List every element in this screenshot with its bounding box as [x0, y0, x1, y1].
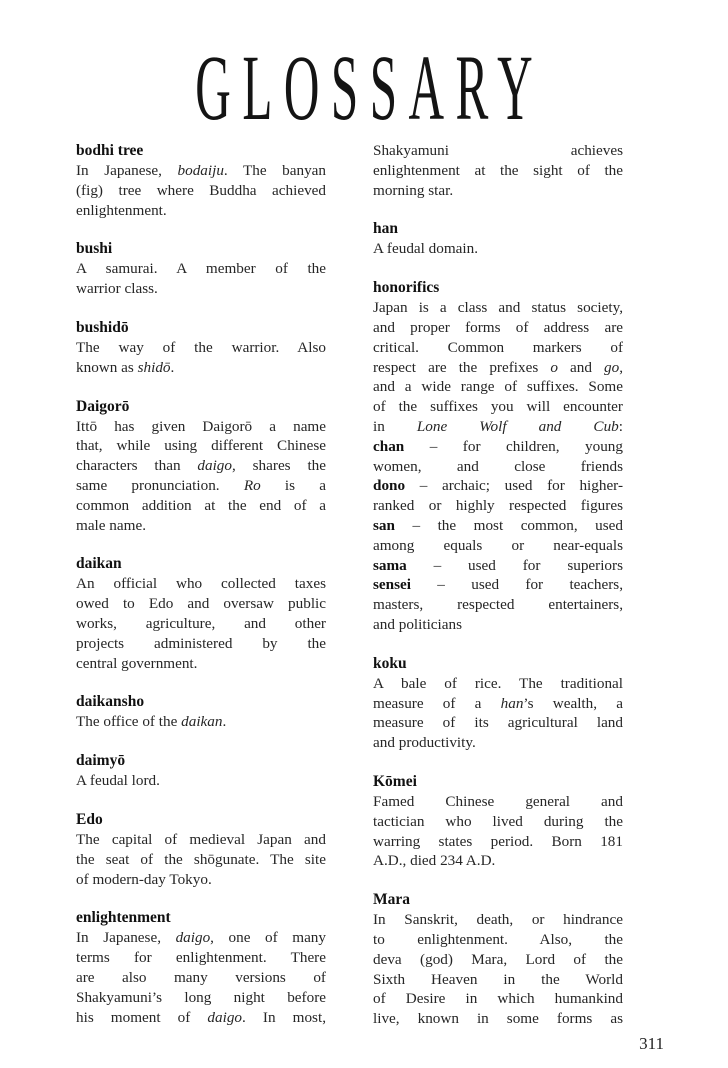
definition-text: and proper forms of address are: [373, 318, 623, 336]
definition-text: . The banyan: [223, 162, 326, 179]
definition-text: of modern-day Tokyo.: [76, 870, 212, 888]
definition-text: and a wide range of suffixes. Some: [373, 378, 623, 396]
definition-text: tactician who lived during the: [373, 812, 623, 830]
glossary-term: bushidō: [76, 318, 129, 336]
definition-text: :: [618, 417, 623, 435]
definition-line: [76, 594, 326, 614]
definition-text: are also many versions of: [76, 968, 326, 986]
definition-text: In Japanese,: [76, 162, 178, 179]
glossary-term: honorifics: [373, 279, 440, 297]
definition-text: respect are the prefixes: [373, 358, 551, 376]
definition-text: warring states period. Born 181: [373, 832, 623, 850]
definition-text: A samurai. A member of the: [76, 260, 326, 278]
definition-text: Famed Chinese general and: [373, 792, 623, 810]
definition-line: [76, 614, 326, 634]
definition-text: (fig) tree where Buddha achieved: [76, 181, 326, 199]
definition-text: In Sanskrit, death, or hindrance: [373, 911, 623, 929]
definition-line: [76, 712, 326, 732]
definition-line: [373, 694, 623, 714]
glossary-term: daikansho: [76, 693, 145, 711]
glossary-term: bushi: [76, 240, 113, 258]
definition-text: Shakyamuni achieves: [373, 142, 623, 159]
definition-line: [76, 634, 326, 654]
suffix-term: dono: [373, 477, 406, 495]
definition-text: The capital of medieval Japan and: [76, 830, 326, 848]
definition-text: and: [557, 358, 605, 376]
definition-text: The way of the warrior. Also: [76, 338, 326, 356]
definition-line: [76, 436, 326, 456]
definition-line: [76, 830, 326, 850]
definition-text: in: [373, 417, 417, 435]
definition-line: [373, 377, 623, 397]
definition-text: central government.: [76, 654, 198, 672]
glossary-term: Mara: [373, 891, 411, 909]
definition-text: Sixth Heaven in the World: [373, 970, 623, 988]
glossary-column-left: [76, 141, 326, 1046]
definition-text: masters, respected entertainers,: [373, 596, 623, 614]
definition-line: [373, 1009, 623, 1029]
definition-text: enlightenment.: [76, 201, 167, 219]
glossary-entry: [76, 908, 326, 1027]
definition-line: [76, 496, 326, 516]
glossary-term: daimyō: [76, 752, 126, 770]
italic-text: Lone Wolf and Cub: [416, 417, 619, 435]
definition-text: – used for superiors: [406, 556, 623, 574]
definition-line: [76, 1008, 326, 1028]
definition-text: that, while using different Chinese: [76, 437, 326, 455]
definition-line: [373, 417, 623, 437]
glossary-term: han: [373, 220, 398, 238]
definition-text: of Desire in which humankind: [373, 990, 623, 1008]
definition-text: known as: [76, 358, 138, 376]
definition-line: [76, 574, 326, 594]
definition-text: A feudal domain.: [373, 240, 479, 258]
definition-line: [373, 733, 623, 753]
italic-text: shidō: [137, 358, 171, 376]
definition-line: [373, 318, 623, 338]
definition-text: An official who collected taxes: [76, 575, 326, 593]
definition-text: morning star.: [373, 181, 454, 199]
definition-text: – archaic; used for higher-: [405, 477, 623, 495]
definition-line: [373, 950, 623, 970]
definition-text: common addition at the end of a: [76, 496, 326, 514]
definition-line: [76, 161, 326, 181]
glossary-entry: [373, 890, 623, 1029]
definition-line: [76, 201, 326, 221]
definition-line: [373, 615, 623, 635]
definition-line: [373, 832, 623, 852]
definition-text: – for children, young: [404, 437, 623, 455]
definition-line: [373, 161, 623, 181]
definition-line: [373, 496, 623, 516]
suffix-term: sama: [373, 556, 407, 574]
definition-text: and politicians: [373, 615, 462, 633]
definition-line: [373, 358, 623, 378]
definition-text: deva (god) Mara, Lord of the: [373, 950, 623, 968]
definition-line: [76, 988, 326, 1008]
definition-line: [373, 516, 623, 536]
glossary-term: enlightenment: [76, 909, 171, 927]
definition-text: of the suffixes you will encounter: [373, 398, 623, 416]
definition-line: [76, 279, 326, 299]
definition-text: projects administered by the: [76, 634, 326, 652]
definition-line: [373, 141, 623, 161]
definition-line: [373, 536, 623, 556]
definition-text: to enlightenment. Also, the: [373, 930, 623, 948]
definition-line: [373, 575, 623, 595]
definition-text: ’s wealth, a: [523, 694, 623, 712]
definition-text: A feudal lord.: [76, 772, 160, 790]
glossary-term: koku: [373, 654, 407, 672]
definition-text: his moment of: [76, 1008, 208, 1026]
definition-line: [76, 259, 326, 279]
definition-text: male name.: [76, 516, 146, 534]
definition-text: ranked or highly respected figures: [373, 497, 623, 515]
suffix-term: san: [373, 516, 395, 534]
definition-text: warrior class.: [76, 280, 158, 298]
glossary-term: daikan: [76, 555, 122, 573]
definition-line: [373, 989, 623, 1009]
definition-line: [373, 792, 623, 812]
italic-text: han: [500, 694, 524, 712]
italic-text: daikan: [181, 713, 223, 731]
definition-text: the seat of the shōgunate. The site: [76, 850, 326, 868]
glossary-entry: [373, 219, 623, 259]
definition-text: . In most,: [242, 1008, 326, 1026]
definition-text: , one of many: [210, 929, 326, 947]
definition-line: [76, 476, 326, 496]
suffix-term: sensei: [373, 576, 411, 594]
glossary-term: Edo: [76, 810, 103, 828]
definition-line: [76, 968, 326, 988]
definition-text: – the most common, used: [394, 516, 623, 534]
definition-text: enlightenment at the sight of the: [373, 161, 623, 179]
glossary-entry: [76, 239, 326, 299]
definition-text: among equals or near-equals: [373, 536, 623, 554]
definition-text: is a: [260, 476, 326, 494]
definition-line: [373, 812, 623, 832]
glossary-entry: [373, 772, 623, 871]
definition-text: same pronunciation.: [76, 476, 244, 494]
definition-line: [76, 181, 326, 201]
definition-text: measure of its agricultural land: [373, 714, 623, 732]
glossary-term: Daigorō: [76, 397, 130, 415]
definition-text: Ittō has given Daigorō a name: [76, 417, 326, 435]
definition-line: [373, 910, 623, 930]
definition-text: Shakyamuni’s long night before: [76, 988, 326, 1006]
glossary-entry: [373, 654, 623, 753]
italic-text: o: [550, 358, 558, 376]
definition-line: [373, 298, 623, 318]
definition-line: [76, 456, 326, 476]
definition-line: [76, 771, 326, 791]
definition-text: – used for teachers,: [410, 576, 623, 594]
definition-text: ,: [619, 358, 623, 376]
definition-line: [373, 338, 623, 358]
definition-line: [373, 181, 623, 201]
italic-text: daigo: [207, 1008, 243, 1026]
definition-line: [373, 457, 623, 477]
definition-line: [373, 930, 623, 950]
definition-line: [76, 870, 326, 890]
definition-text: , shares the: [232, 457, 326, 475]
definition-text: owed to Edo and oversaw public: [76, 595, 326, 613]
definition-line: [76, 417, 326, 437]
definition-line: [76, 948, 326, 968]
definition-line: [76, 928, 326, 948]
italic-text: Ro: [243, 476, 261, 494]
definition-line: [373, 851, 623, 871]
glossary-entry: [373, 141, 623, 200]
definition-text: measure of a: [373, 694, 501, 712]
definition-line: [76, 358, 326, 378]
glossary-term: bodhi tree: [76, 142, 144, 159]
definition-text: live, known in some forms as: [373, 1010, 623, 1028]
definition-line: [373, 397, 623, 417]
glossary-entry: [76, 397, 326, 536]
glossary-entry: [76, 810, 326, 889]
definition-text: and productivity.: [373, 734, 476, 752]
glossary-column-right: [373, 141, 623, 1048]
definition-text: works, agriculture, and other: [76, 614, 326, 632]
definition-line: [76, 850, 326, 870]
definition-text: In Japanese,: [76, 929, 176, 947]
definition-text: Japan is a class and status society,: [373, 299, 623, 317]
definition-text: A bale of rice. The traditional: [373, 674, 623, 692]
definition-line: [76, 338, 326, 358]
definition-line: [373, 556, 623, 576]
definition-line: [373, 970, 623, 990]
glossary-entry: [76, 141, 326, 220]
definition-text: characters than: [76, 457, 198, 475]
page-number: 311: [639, 1034, 664, 1053]
italic-text: go: [604, 358, 620, 376]
page-title: GLOSSARY: [195, 36, 545, 139]
definition-text: critical. Common markers of: [373, 338, 623, 356]
glossary-entry: [76, 692, 326, 732]
definition-text: The office of the: [76, 713, 182, 731]
definition-text: .: [170, 358, 175, 376]
definition-line: [373, 595, 623, 615]
definition-text: A.D., died 234 A.D.: [373, 852, 496, 870]
definition-line: [373, 713, 623, 733]
definition-text: terms for enlightenment. There: [76, 949, 326, 967]
italic-text: daigo: [175, 929, 211, 947]
definition-line: [373, 437, 623, 457]
definition-line: [373, 239, 623, 259]
glossary-entry: [76, 318, 326, 378]
definition-text: women, and close friends: [373, 457, 623, 475]
definition-line: [76, 516, 326, 536]
italic-text: bodaiju: [177, 162, 224, 179]
definition-line: [76, 654, 326, 674]
glossary-entry: [76, 751, 326, 791]
glossary-entry: [373, 278, 623, 635]
suffix-term: chan: [373, 437, 405, 455]
italic-text: daigo: [197, 457, 232, 475]
definition-text: .: [222, 713, 227, 731]
definition-line: [373, 674, 623, 694]
glossary-term: Kōmei: [373, 772, 417, 790]
glossary-entry: [76, 554, 326, 673]
definition-line: [373, 476, 623, 496]
